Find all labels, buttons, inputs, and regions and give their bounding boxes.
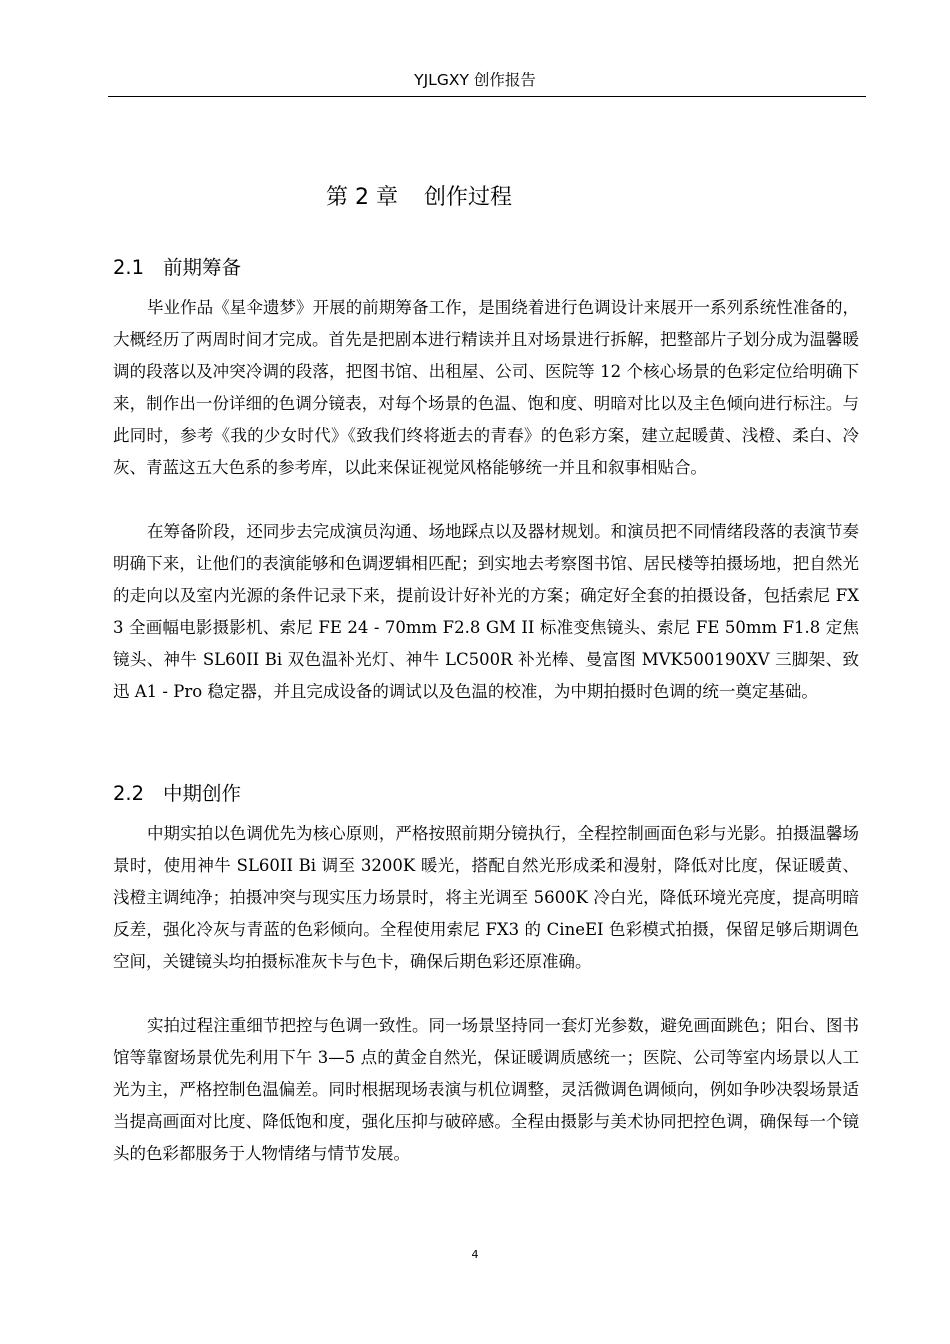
paragraph-2-1-1: 毕业作品《星伞遗梦》开展的前期筹备工作，是围绕着进行色调设计来展开一系列系统性准备的，大概经历了两周时间才完成。首先是把剧本进行精读并且对场景进行拆解，把整部片子划分成为温馨暖调的段落以及冲突冷调的段落，把图书馆、出租屋、公司、医院等 12 个核心场景的色彩定位给明确下来，制作出一份详细的色调分镜表，对每个场景的色温、饱和度、明暗对比以及主色倾向进行标注。与此同时，参考《我的少女时代》《致我们终将逝去的青春》的色彩方案，建立起暖黄、浅橙、柔白、冷灰、青蓝这五大色系的参考库，以此来保证视觉风格能够统一并且和叙事相贴合。 <box>113 298 859 477</box>
paragraph-2-1-2: 在筹备阶段，还同步去完成演员沟通、场地踩点以及器材规划。和演员把不同情绪段落的表演节奏明确下来，让他们的表演能够和色调逻辑相匹配；到实地去考察图书馆、居民楼等拍摄场地，把自然光的走向以及室内光源的条件记录下来，提前设计好补光的方案；确定好全套的拍摄设备，包括索尼 FX3 全画幅电影摄影机、索尼 FE 24 - 70mm F2.8 GM II 标准变焦镜头、索尼 FE 50mm F1.8 定焦镜头、神牛 SL60II Bi 双色温补光灯、神牛 LC500R 补光棒、曼富图 MVK500190XV 三脚架、致迅 A1 - Pro 稳定器，并且完成设备的调试以及色温的校准，为中期拍摄时色调的统一奠定基础。 <box>113 522 859 701</box>
section-title: 中期创作 <box>163 782 242 805</box>
section-heading-2-2 <box>113 780 241 808</box>
header-rule <box>108 96 866 97</box>
section-number: 2.2 <box>113 782 145 805</box>
chapter-number: 第 2 章 <box>326 185 398 210</box>
chapter-title <box>0 182 950 214</box>
section-heading-2-1 <box>113 254 241 282</box>
paragraph-2-2-1: 中期实拍以色调优先为核心原则，严格按照前期分镜执行，全程控制画面色彩与光影。拍摄温馨场景时，使用神牛 SL60II Bi 调至 3200K 暖光，搭配自然光形成柔和漫射，降低对比度，保证暖黄、浅橙主调纯净；拍摄冲突与现实压力场景时，将主光调至 5600K 冷白光，降低环境光亮度，提高明暗反差，强化冷灰与青蓝的色彩倾向。全程使用索尼 FX3 的 CineEI 色彩模式拍摄，保留足够后期调色空间，关键镜头均拍摄标准灰卡与色卡，确保后期色彩还原准确。 <box>113 824 859 971</box>
running-header: YJLGXY 创作报告 <box>414 71 536 89</box>
paragraph-2-2-2: 实拍过程注重细节把控与色调一致性。同一场景坚持同一套灯光参数，避免画面跳色；阳台、图书馆等靠窗场景优先利用下午 3—5 点的黄金自然光，保证暖调质感统一；医院、公司等室内场景以人工光为主，严格控制色温偏差。同时根据现场表演与机位调整，灵活微调色调倾向，例如争吵决裂场景适当提高画面对比度、降低饱和度，强化压抑与破碎感。全程由摄影与美术协同把控色调，确保每一个镜头的色彩都服务于人物情绪与情节发展。 <box>113 1016 859 1163</box>
chapter-name: 创作过程 <box>423 185 512 210</box>
section-title: 前期筹备 <box>163 256 242 279</box>
section-number: 2.1 <box>113 256 145 279</box>
page-number: 4 <box>471 1248 479 1261</box>
